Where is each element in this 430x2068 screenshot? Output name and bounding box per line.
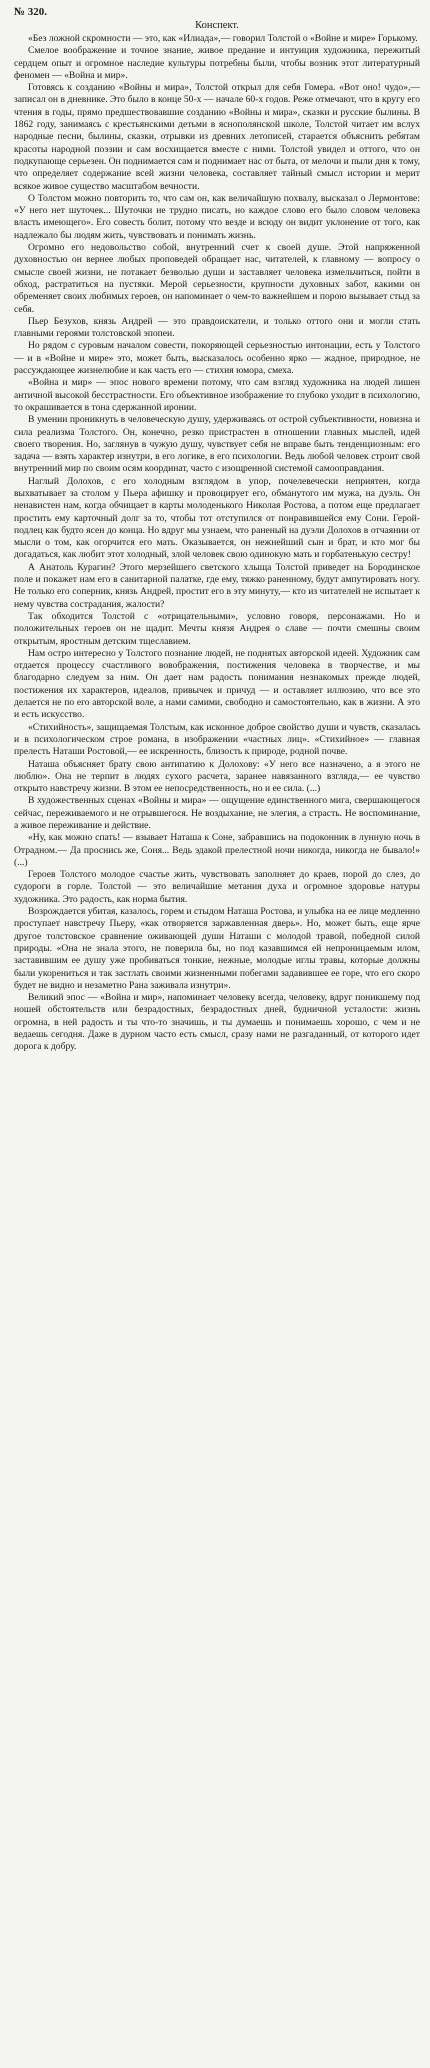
paragraph: Великий эпос — «Война и мир», напоминает человеку всегда, человеку, вдруг поникшему под ношей обстоятельств или безрадостных, безрадостных дней, будничной усталости: жизнь огромна, в ней радость и ты что-то значишь, и ты думаешь и понимаешь хорошо, с чем и не ведаешь сегодня. Даже в дурном часто есть смысл, сразу нами не разгаданный, от которого идет дорога к добру. xyxy=(14,992,420,1053)
paragraph: Но рядом с суровым началом совести, покоряющей серьезностью интонации, есть у Толстого — и в «Войне и мире» это, может быть, высказалось особенно ярко — жадное, природное, не рассуждающее жизнелюбие и как часть его — стихия юмора, смеха. xyxy=(14,340,420,377)
paragraph: «Ну, как можно спать! — взывает Наташа к Соне, забравшись на подоконник в лунную ночь в Отрадном.— Да проснись же, Соня... Ведь эдакой прелестной ночи никогда, никогда не бывало!» (...) xyxy=(14,832,420,868)
paragraph: Наглый Долохов, с его холодным взглядом в упор, почелевечески неприятен, когда выхватывает за столом у Пьера афишку и провоцирует его, обманутого им мужа, на дуэль. Он ненавистен нам, когда обчищает в карты молоденького Николая Ростова, а потом еще предлагает простить ему карточный долг за то, чтобы тот отступился от понравившейся ему Сони. Герой-подлец как будто ясен до конца. Но вдруг мы узнаем, что раненый на дуэли Долохов в отчаянии от мысли о том, как огорчится его мать. Оказывается, он нежнейший сын и брат, и кто мог бы догадаться, как любит этот холодный, злой человек свою одинокую мать и горбатенькую сестру! xyxy=(14,475,420,561)
paragraph: А Анатоль Курагин? Этого мерзейшего светского хлыща Толстой приведет на Бородинское поле и покажет нам его в санитарной палатке, где ему, тяжко раненному, будут ампутировать ногу. Не только его соперник, князь Андрей, простит его в эту минуту,— кто из читателей не испытает к нему чувства сострадания, жалости? xyxy=(14,561,420,610)
paragraph: Смелое воображение и точное знание, живое предание и интуиция художника, пережитый сердцем опыт и огромное наследие культуры потребны были, чтобы возник этот литературный феномен — «Война и мир». xyxy=(14,45,420,81)
paragraph: Героев Толстого молодое счастье жить, чувствовать заполняет до краев, порой до слез, до судороги в горле. Толстой — это величайшие метания духа и огромное здоровье натуры художника. Это радость, как норма бытия. xyxy=(14,869,420,905)
paragraph: В художественных сценах «Войны и мира» — ощущение единственного мига, свершающегося сейчас, переживаемого и не отрывшегося. Не воздыхание, не элегия, а страсть. Не воспоминание, а живое переживание и действие. xyxy=(14,795,420,831)
paragraph: «Без ложной скромности — это, как «Илиада»,— говорил Толстой о «Войне и мире» Горькому. xyxy=(28,33,418,44)
paragraph: О Толстом можно повторить то, что сам он, как величайшую похвалу, высказал о Лермонтове: «У него нет шуточек... Шуточки не трудно писать, но каждое слово его было словом человека власть имеющего». Его совесть болит, потому что везде и всюду он видит уклонение от того, как надлежало бы людям жить, чувствовать и понимать жизнь. xyxy=(14,192,420,241)
paragraph: «Война и мир» — эпос нового времени потому, что сам взгляд художника на людей лишен античной высокой бесстрастности. Его объективное изображение то глубоко уходит в психологию, то окрашивается в тона сдержанной иронии. xyxy=(14,377,420,413)
paragraph: Огромно его недовольство собой, внутренний счет к своей душе. Этой напряженной духовностью он вернее любых проповедей обращает нас, читателей, к главному — вопросу о смысле своей жизни, не потакает безволью души и заставляет человека измельчиться, пойти в обход, растратиться на пустяки. Мерой серьезности, крупности духовных забот, какими он обременяет своих любимых героев, он напоминает о чем-то важнейшем и порою вызывает стыд за себя. xyxy=(14,242,420,315)
paragraph: Так обходится Толстой с «отрицательными», условно говоря, персонажами. Но и положительных героев он не щадит. Мечты князя Андрея о славе — почти смешны своим открытым, яростным детским тщеславием. xyxy=(14,610,420,647)
paragraph: Нам остро интересно у Толстого познание людей, не поднятых авторской идеей. Художник сам отдается процессу счастливого вовображения, постижения человека в творчестве, и мы благодарно следуем за ним. Он дает нам радость понимания незнакомых прежде людей, постижения их характеров, идеалов, привычек и причуд — и оставляет иллюзию, что все это делается не по его авторской воле, а нами самими, свободно и самостоятельно, как в жизни. А это и есть искусство. xyxy=(14,647,420,721)
exercise-number: № 320. xyxy=(14,6,48,18)
paragraph: Пьер Безухов, князь Андрей — это правдоискатели, и только оттого они и могли стать главными героями толстовской эпопеи. xyxy=(14,315,420,340)
paragraph: Готовясь к созданию «Войны и мира», Толстой открыл для себя Гомера. «Вот оно! чудо»,— записал он в дневнике. Это было в конце 50-х — начале 60-х годов. Реже отмечают, что в кругу его чтения в годы, прямо предшествовавшие созданию «Войны и мира», сказки и русские былины. В 1862 году, занимаясь с крестьянскими детьми в яснополянской школе, Толстой читает им вслух народные песни, былины, сказки, отрывки из древних летописей, старается объяснить ребятам красоты народной поэзии и сам восхищается вместе с ними. Толстой увидел и оттого, что он подкупающе серьезен. Он поднимается сам и поднимает нас от быта, от мелочи и пыли дня к тому, что определяет содержание всей жизни человека, составляет тайный смысл истории и мерит всякое живое существо масштабом вечности. xyxy=(14,82,420,192)
paragraph: «Стихийность», защищаемая Толстым, как исконное доброе свойство души и чувств, сказалась и в психологическом строе романа, в изображении «частных лиц». «Стихийное» — главная прелесть Наташи Ростовой,— ее искренность, близость к природе, родной почве. xyxy=(14,721,420,758)
paragraph: Возрождается убитая, казалось, горем и стыдом Наташа Ростова, и улыбка на ее лице медленно проступает навстречу Пьеру, «как отворяется заржавленная дверь». Но, может быть, еще ярче другое толстовское сравнение оживающей души Наташи с молодой травой, победной силой природы. «Она не знала этого, не поверила бы, но под казавшимся ей непроницаемым илом, заставившим ее душу уже пробиваться тонкие, нежные, молодые иглы травы, которые должны были укорениться и так застлать своими жизненными побегами задавившее ее горе, что его скоро будет не видно и незаметно Рана заживала изнутри». xyxy=(14,906,420,991)
document-title: Конспект. xyxy=(195,20,239,31)
paragraph: В умении проникнуть в человеческую душу, удерживаясь от острой субъективности, новизна и сила реализма Толстого. Он, конечно, резко пристрастен в отношении главных мыслей, идей своего творения. Но, заглянув в чужую душу, чувствует себя не вправе быть тенденциозным: его задача — взять характер изнутри, в его логике, в его психологии. Ведь любой человек строит свой внутренний мир по своим осям координат, часто с изощренной системой самооправдания. xyxy=(14,414,420,475)
paragraph: Наташа объясняет брату свою антипатию к Долохову: «У него все назначено, а я этого не люблю». Она не терпит в людях сухого расчета, заранее навязанного взгляда,— ее чувство открыто навстречу жизни. В этом ее непосредственность, но и ее сила. (...) xyxy=(14,758,420,795)
